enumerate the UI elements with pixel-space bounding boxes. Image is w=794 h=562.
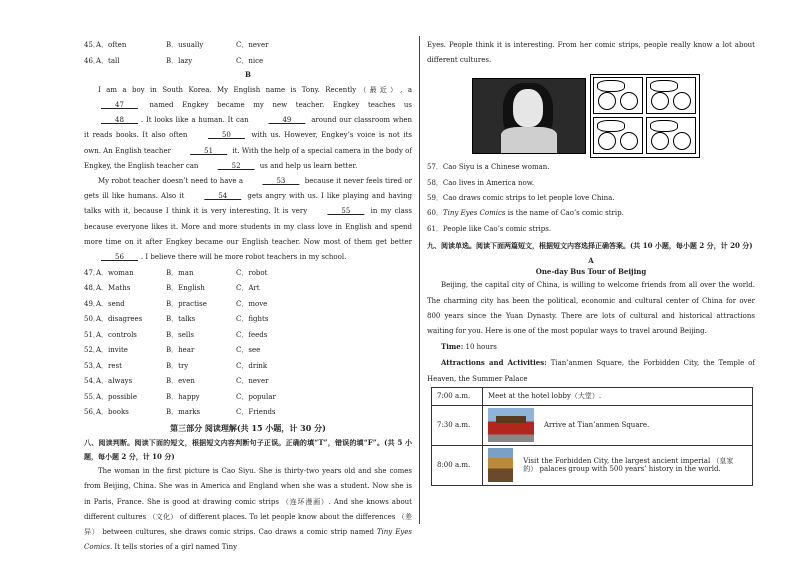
text-run: around our classroom when it reads books. It also often xyxy=(84,116,412,140)
judgement-question: 59．Cao draws comic strips to let people love China. xyxy=(427,194,615,202)
option-row xyxy=(84,389,412,405)
option-a: A．woman xyxy=(96,268,134,277)
instruction-9: 九、阅读单选。阅读下面两篇短文，根据短文内容选择正确答案。(共 10 小题，每小题 2 分，计 20 分) xyxy=(427,240,753,250)
tour-attractions: Attractions and Activities: Tian’anmen Square, the Forbidden City, the Temple of Heaven, the Summer Palace xyxy=(427,358,755,383)
top-options xyxy=(84,38,412,69)
option-a: A．Maths xyxy=(96,284,131,293)
schedule-activity xyxy=(483,445,753,485)
option-a: A．send xyxy=(96,299,125,308)
section-a-label: A xyxy=(588,255,594,265)
option-row xyxy=(84,312,412,328)
comic-strip-image xyxy=(590,74,700,158)
text-run: My robot teacher doesn’t need to have a xyxy=(98,176,246,185)
option-row xyxy=(84,327,412,343)
question-number: 56． xyxy=(84,408,100,417)
option-c: C．move xyxy=(236,299,268,308)
cao-siyu-photo xyxy=(472,78,586,154)
option-row xyxy=(84,374,412,390)
option-a: A．disagrees xyxy=(96,315,143,324)
option-row xyxy=(84,281,412,297)
text-run: . It tells stories of a girl named Tiny xyxy=(109,543,238,552)
question-number: 51． xyxy=(84,330,100,339)
option-c: C．drink xyxy=(236,361,268,370)
passage-b-paragraph-1 xyxy=(84,83,412,174)
option-row xyxy=(84,358,412,374)
option-b: B．usually xyxy=(166,41,204,50)
option-b: B．lazy xyxy=(166,56,193,65)
schedule-activity: Meet at the hotel lobby（大堂）. xyxy=(483,387,753,405)
option-a: A．always xyxy=(96,377,133,386)
option-row xyxy=(84,296,412,312)
schedule-time: 8:00 a.m. xyxy=(432,445,483,485)
cloze-options xyxy=(84,265,412,420)
blank: 51 xyxy=(190,146,228,155)
blank: 50 xyxy=(207,131,245,140)
text-run: named Engkey became my new teacher. Engkey teaches us xyxy=(140,100,412,109)
section-b-label: B xyxy=(245,70,251,79)
text-run: I am a boy in South Korea. My English name is Tony. Recently（最近）, a xyxy=(98,85,412,94)
passage-c-continued: Eyes. People think it is interesting. From her comic strips, people really know a lot about different cultures. xyxy=(427,41,755,65)
passage-b-paragraph-2 xyxy=(84,174,412,265)
blank: 53 xyxy=(262,176,300,185)
option-row xyxy=(84,38,412,54)
tour-time: Time: 10 hours xyxy=(441,342,497,352)
option-b: B．hear xyxy=(166,346,195,355)
option-row xyxy=(84,54,412,70)
activity-text: Visit the Forbidden City, the largest ancient imperial （皇家的） palaces group with 500 years’ history in the world. xyxy=(523,456,734,474)
option-row xyxy=(84,405,412,421)
blank: 56 xyxy=(101,252,138,261)
activity-text: Arrive at Tian’anmen Square. xyxy=(544,420,650,429)
right-column xyxy=(427,38,755,474)
question-number: 45． xyxy=(84,41,100,50)
question-61: 61．People like Cao’s comic strips. xyxy=(427,224,552,233)
question-number: 50． xyxy=(84,315,100,324)
option-c: C．feeds xyxy=(236,330,268,339)
schedule-activity xyxy=(483,405,753,445)
option-c: C．nice xyxy=(236,56,264,65)
blank: 54 xyxy=(204,192,242,201)
tour-title: One-day Bus Tour of Beijing xyxy=(535,266,647,276)
option-c: C．fights xyxy=(236,315,269,324)
text-run: because it never feels tired or gets ill like humans. Also it xyxy=(84,176,412,201)
text-run: it. With the help of a special camera in the body of Engkey, the English teacher can xyxy=(84,146,412,170)
option-c: C．never xyxy=(236,377,269,386)
blank: 48 xyxy=(101,116,138,125)
option-a: A．tall xyxy=(96,56,120,65)
option-b: B．English xyxy=(166,284,205,293)
question-number: 54． xyxy=(84,377,100,386)
option-b: B．talks xyxy=(166,315,196,324)
option-c: C．robot xyxy=(236,268,268,277)
instruction-8: 八、阅读判断。阅读下面的短文，根据短文内容判断句子正误。正确的填“T”，错误的填“F”。(共 5 小题，每小题 2 分，计 10 分) xyxy=(84,438,412,462)
judgement-question: 58．Cao lives in America now. xyxy=(427,178,535,187)
option-a: A．possible xyxy=(96,392,138,401)
text-run: in my class because everyone likes it. More and more students in my class love in English and spend more time on it after Engkey became our English teacher. Now most of them get better xyxy=(84,207,412,246)
blank: 47 xyxy=(101,100,138,109)
tour-intro: Beijing, the capital city of China, is willing to welcome friends from all over the world. The charming city has been the political, economic and cultural center of China for over 800 years since the Yuan Dynasty. There are lots of cultural and historical attractions waiting for you. Here is one of the most popular ways to travel around Beijing. xyxy=(427,281,755,335)
option-b: B．sells xyxy=(166,330,194,339)
blank: 52 xyxy=(217,161,255,170)
question-number: 49． xyxy=(84,299,100,308)
option-a: A．rest xyxy=(96,361,122,370)
option-b: B．try xyxy=(166,361,189,370)
judgement-question: 57．Cao Siyu is a Chinese woman. xyxy=(427,163,550,172)
schedule-table xyxy=(431,387,753,486)
text-run: . I believe there will be more robot teachers in my school. xyxy=(140,252,347,261)
option-a: A．controls xyxy=(96,330,137,339)
option-row xyxy=(84,265,412,281)
comic-illustration xyxy=(427,70,755,156)
schedule-row xyxy=(432,387,753,405)
blank: 49 xyxy=(268,116,306,125)
option-c: C．see xyxy=(236,346,261,355)
option-b: B．even xyxy=(166,377,195,386)
option-a: A．often xyxy=(96,41,127,50)
option-b: B．marks xyxy=(166,408,201,417)
text-run: with us. However, Engkey’s voice is not its own. An English teacher xyxy=(84,131,412,155)
left-column xyxy=(84,38,412,555)
blank: 55 xyxy=(327,207,365,216)
column-divider xyxy=(419,36,420,524)
question-number: 52． xyxy=(84,346,100,355)
option-a: A．invite xyxy=(96,346,128,355)
option-a: A．books xyxy=(96,408,129,417)
text-run: gets angry with us. I like playing and having talks with it, because I think it is very interesting. It is very xyxy=(84,192,413,216)
question-number: 55． xyxy=(84,392,100,401)
question-number: 47． xyxy=(84,268,100,277)
passage-c xyxy=(84,464,412,555)
option-c: C．popular xyxy=(236,392,276,401)
question-60: 60．Tiny Eyes Comics is the name of Cao’s comic strip. xyxy=(427,209,624,218)
part3-title: 第三部分 阅读理解(共 15 小题，计 30 分) xyxy=(170,423,326,434)
schedule-time: 7:30 a.m. xyxy=(432,405,483,445)
tiananmen-photo xyxy=(488,408,534,442)
schedule-row xyxy=(432,445,753,485)
question-number: 53． xyxy=(84,361,100,370)
option-b: B．man xyxy=(166,268,194,277)
text-run: . It looks like a human. It can xyxy=(140,116,252,125)
option-c: C．Art xyxy=(236,284,260,293)
option-c: C．never xyxy=(236,41,269,50)
option-b: B．happy xyxy=(166,392,200,401)
question-number: 46． xyxy=(84,56,100,65)
text-run: The woman in the first picture is Cao Siyu. She is thirty-two years old and she comes from Beijing, China. She was in America and England when she was a student. Now she is in Paris, France. She is good at drawing comic strips （连环漫画）. And she knows about different cultures （文化） of different places. To let people know about the differences （差异） between cultures, she draws comic strips. Cao draws a comic strip named xyxy=(84,467,412,536)
text-run: us and help us learn better. xyxy=(257,161,358,170)
schedule-row xyxy=(432,405,753,445)
option-b: B．practise xyxy=(166,299,207,308)
comic-title: Tiny Eyes Comics xyxy=(84,528,412,552)
schedule-time: 7:00 a.m. xyxy=(432,387,483,405)
option-row xyxy=(84,343,412,359)
option-c: C．Friends xyxy=(236,408,276,417)
judgement-questions xyxy=(427,160,755,206)
question-number: 48． xyxy=(84,284,100,293)
forbidden-city-photo xyxy=(488,448,513,482)
